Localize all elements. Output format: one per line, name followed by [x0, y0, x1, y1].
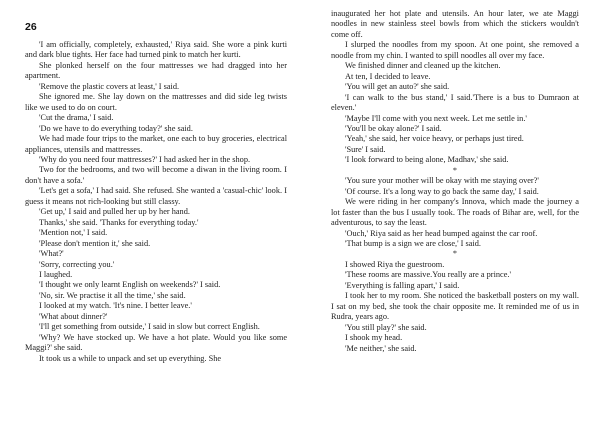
- paragraph: 'Cut the drama,' I said.: [39, 113, 114, 123]
- left-text-column: [25, 40, 287, 364]
- paragraph: 'Why? We have stocked up. We have a hot plate. Would you like some Maggi?' she said.: [25, 332, 287, 353]
- paragraph: 'I am officially, completely, exhausted,' Riya said. She wore a pink kurti and dark blue tights. Her face had turned pink to match her kurti.: [25, 40, 287, 60]
- paragraph: Thanks,' she said. 'Thanks for everything today.': [39, 217, 199, 227]
- paragraph: 'You will get an auto?' she said.: [345, 82, 450, 92]
- paragraph: It took us a while to unpack and set up everything. She: [39, 353, 222, 363]
- paragraph: 'Everything is falling apart,' I said.: [345, 280, 460, 290]
- paragraph: 'You still play?' she said.: [345, 322, 427, 332]
- paragraph: She ignored me. She lay down on the mattresses and did side leg twists like we used to do on court.: [25, 92, 287, 112]
- paragraph: 'Ouch,' Riya said as her head bumped against the car roof.: [345, 228, 538, 238]
- paragraph: 'Yeah,' she said, her voice heavy, or perhaps just tired.: [345, 134, 524, 144]
- section-separator: *: [452, 165, 458, 175]
- paragraph: 'Do we have to do everything today?' she said.: [39, 123, 193, 133]
- paragraph: 'Sure' I said.: [345, 144, 386, 154]
- paragraph: 'Why do you need four mattresses?' I had asked her in the shop.: [39, 154, 251, 164]
- right-text-column: [331, 9, 579, 354]
- paragraph: 'These rooms are massive.You really are a prince.': [345, 270, 511, 280]
- paragraph: 'Maybe I'll come with you next week. Let me settle in.': [345, 113, 527, 123]
- page-number: 26: [25, 21, 37, 33]
- paragraph: We finished dinner and cleaned up the kitchen.: [345, 61, 501, 71]
- paragraph: 'I look forward to being alone, Madhav,' she said.: [345, 155, 509, 165]
- paragraph: Two for the bedrooms, and two will become a diwan in the living room. I don't have a sofa.': [25, 165, 287, 185]
- paragraph: I slurped the noodles from my spoon. At one point, she removed a noodle from my chin. I wanted to spill noodles all over my face.: [331, 40, 579, 60]
- paragraph: 'What about dinner?': [39, 311, 108, 321]
- paragraph: She plonked herself on the four mattresses we had dragged into her apartment.: [25, 60, 287, 81]
- paragraph: At ten, I decided to leave.: [345, 71, 431, 81]
- paragraph: 'Sorry, correcting you.': [39, 259, 115, 269]
- paragraph: 'I'll get something from outside,' I said in slow but correct English.: [39, 322, 260, 332]
- paragraph: 'Mention not,' I said.: [39, 228, 108, 238]
- paragraph: I took her to my room. She noticed the basketball posters on my wall. I sat on my bed, she took the chair opposite me. It reminded me of us in Rudra, years ago.: [331, 291, 579, 322]
- paragraph: 'You sure your mother will be okay with me staying over?': [345, 176, 539, 186]
- paragraph: 'What?': [39, 249, 64, 259]
- section-separator: *: [452, 249, 458, 259]
- paragraph: 'You'll be okay alone?' I said.: [345, 123, 442, 133]
- paragraph: 'I can walk to the bus stand,' I said.'There is a bus to Dumraon at eleven.': [331, 92, 579, 113]
- paragraph: I laughed.: [39, 269, 73, 279]
- paragraph: 'Remove the plastic covers at least,' I said.: [39, 81, 180, 91]
- paragraph: 'I thought we only learnt English on weekends?' I said.: [39, 280, 221, 290]
- paragraph: 'That bump is a sign we are close,' I said.: [345, 238, 481, 248]
- paragraph: We were riding in her company's Innova, which made the journey a lot faster than the bus I usually took. The roads of Bihar are, well, for the adventurous, to say the least.: [331, 197, 579, 228]
- paragraph: We had made four trips to the market, one each to buy groceries, electrical appliances, utensils and mattresses.: [25, 134, 287, 154]
- paragraph: inaugurated her hot plate and utensils. An hour later, we ate Maggi noodles in new stainless steel bowls from which the stickers wouldn't come off.: [331, 9, 579, 39]
- paragraph: 'Get up,' I said and pulled her up by her hand.: [39, 207, 190, 217]
- paragraph: 'Let's get a sofa,' I had said. She refused. She wanted a 'casual-chic' look. I guess it means not rich-looking but still classy.: [25, 186, 287, 206]
- paragraph: I looked at my watch. 'It's nine. I better leave.': [39, 301, 192, 311]
- paragraph: I shook my head.: [345, 333, 403, 343]
- paragraph: 'Me neither,' she said.: [345, 343, 417, 353]
- paragraph: 'No, sir. We practise it all the time,' she said.: [39, 290, 186, 300]
- paragraph: 'Of course. It's a long way to go back the same day,' I said.: [345, 186, 539, 196]
- paragraph: I showed Riya the guestroom.: [345, 259, 445, 269]
- paragraph: 'Please don't mention it,' she said.: [39, 238, 151, 248]
